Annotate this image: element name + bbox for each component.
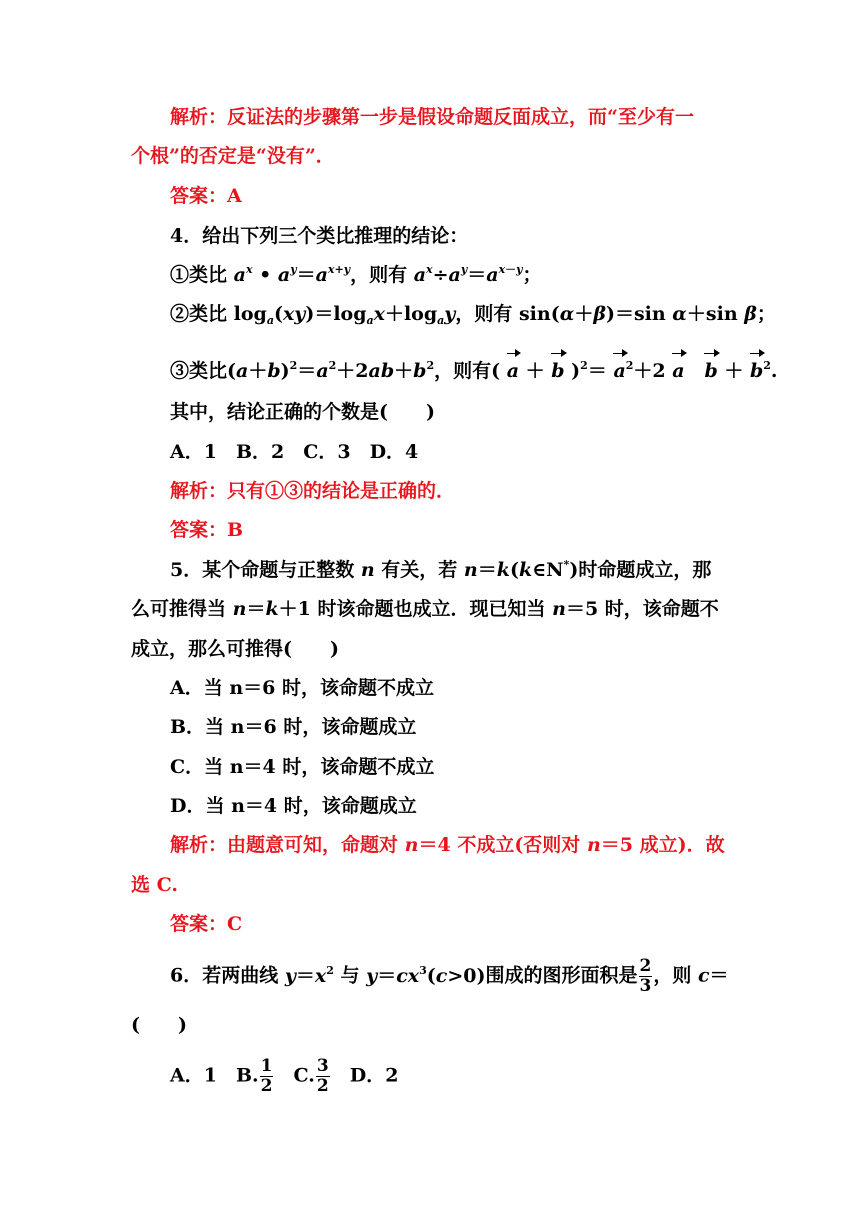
question-5-option-d bbox=[170, 793, 417, 819]
question-6-options: A．1 B. $\frac{1}{2}$ C. $\frac{3}{2}$ D．2 bbox=[170, 1056, 399, 1096]
question-text: 么可推得当 bbox=[131, 598, 233, 620]
question-text: 其中，结论正确的个数是( ) bbox=[170, 401, 435, 423]
question-5-option-a bbox=[170, 675, 434, 701]
question-5-line2 bbox=[131, 596, 719, 622]
solution-q3-line1 bbox=[170, 104, 694, 130]
question-6-line1: 6．若两曲线 $y=x^2$ 与 $y=cx^3(c>0)$围成的图形面积是 $\frac{2}{3}$ ，则 c＝ bbox=[170, 956, 729, 996]
question-5-line3 bbox=[131, 636, 339, 662]
answer-q3 bbox=[170, 183, 242, 209]
question-number: 6． bbox=[170, 964, 203, 987]
option-text: C．当 n＝4 时，该命题不成立 bbox=[170, 756, 435, 778]
question-4-options bbox=[170, 439, 418, 465]
solution-q5-line1 bbox=[170, 832, 725, 858]
formula: n＝5 bbox=[552, 598, 599, 620]
question-text: ，则 bbox=[653, 964, 698, 987]
option-text: D．当 n＝4 时，该命题成立 bbox=[170, 795, 417, 817]
question-4-ask bbox=[170, 399, 435, 425]
formula: $y=x^2$ bbox=[284, 963, 334, 987]
vector-formula: ( a ＋ b )$^2= a^2+2$ a $b + b^2$. bbox=[491, 359, 778, 382]
answer-value: A bbox=[227, 185, 242, 207]
formula: n＝k＋1 bbox=[232, 598, 311, 620]
question-number: 5． bbox=[170, 559, 203, 581]
answer-q4 bbox=[170, 517, 243, 543]
solution-text: 成立)．故 bbox=[633, 834, 725, 856]
question-text: 成立，那么可推得( ) bbox=[131, 638, 339, 660]
question-text: 时该命题也成立．现已知当 bbox=[310, 598, 553, 620]
answer-label: 答案： bbox=[170, 913, 228, 935]
item-text: ，则有 bbox=[434, 360, 492, 382]
solution-text: 反证法的步骤第一步是假设命题反面成立，而“至少有一 bbox=[227, 106, 694, 128]
answer-value: C bbox=[227, 913, 243, 935]
question-4-item-1 bbox=[170, 262, 542, 288]
fraction-three-halves: $\frac{3}{2}$ bbox=[316, 1056, 329, 1096]
question-number: 4． bbox=[170, 225, 203, 247]
formula: $(a+b)^2=a^2+2ab+b^2$ bbox=[227, 359, 435, 382]
solution-text: 只有①③的结论是正确的． bbox=[227, 480, 456, 502]
item-text: ③类比 bbox=[170, 360, 228, 382]
item-text: ，则有 bbox=[455, 303, 519, 325]
question-text: 时命题成立，那 bbox=[578, 559, 712, 581]
formula: n＝5 bbox=[586, 834, 633, 856]
formula: $\log_a(xy)=\log_ax+\log_ay$ bbox=[233, 303, 456, 327]
formula: $y=cx^3(c>0)$ bbox=[366, 963, 486, 987]
item-text: ，则有 bbox=[350, 264, 414, 286]
solution-q3-line2 bbox=[131, 143, 335, 169]
formula: $a^x\div a^y=a^{x-y}$； bbox=[413, 263, 542, 286]
question-5-option-c bbox=[170, 754, 434, 780]
solution-q5-line2 bbox=[131, 872, 178, 898]
item-text: ②类比 bbox=[170, 303, 234, 325]
solution-label: 解析： bbox=[170, 834, 228, 856]
question-text: 与 bbox=[333, 964, 367, 987]
solution-text: 由题意可知，命题对 bbox=[227, 834, 405, 856]
formula: sin(α＋β)＝sin α＋sin β； bbox=[518, 303, 776, 325]
question-text: 有关，若 bbox=[374, 559, 464, 581]
solution-label: 解析： bbox=[170, 106, 228, 128]
answer-value: B bbox=[227, 519, 244, 541]
solution-q4 bbox=[170, 478, 455, 504]
question-5-line1: 5．某个命题与正整数 n 有关，若 n＝k(k∈N*)时命题成立，那 bbox=[170, 558, 712, 581]
fraction-one-half: $\frac{1}{2}$ bbox=[260, 1056, 273, 1096]
question-text: 围成的图形面积是 bbox=[485, 964, 638, 987]
answer-q5 bbox=[170, 911, 242, 937]
solution-text: 个根”的否定是“没有”． bbox=[131, 145, 335, 167]
formula: $a^x$ • $a^y=a^{x+y}$ bbox=[233, 263, 351, 286]
question-6-line2 bbox=[131, 1012, 187, 1038]
question-text: ( ) bbox=[131, 1014, 187, 1036]
answer-label: 答案： bbox=[170, 185, 228, 207]
answer-label: 答案： bbox=[170, 519, 228, 541]
question-text: 时，该命题不 bbox=[598, 598, 719, 620]
fraction-two-thirds: $\frac{2}{3}$ bbox=[639, 956, 652, 996]
solution-text: 选 C. bbox=[131, 874, 179, 896]
item-text: ①类比 bbox=[170, 264, 234, 286]
options-text: A．1 B．2 C．3 D．4 bbox=[170, 441, 419, 463]
solution-text: 不成立(否则对 bbox=[450, 834, 587, 856]
question-4-item-3 bbox=[170, 358, 778, 384]
question-text: 给出下列三个类比推理的结论： bbox=[202, 225, 469, 247]
question-4-stem bbox=[170, 223, 468, 249]
solution-label: 解析： bbox=[170, 480, 228, 502]
question-text: 某个命题与正整数 bbox=[202, 559, 361, 581]
question-4-item-2 bbox=[170, 301, 776, 327]
option-text: B．当 n＝6 时，该命题成立 bbox=[170, 716, 417, 738]
formula: n＝k(k∈N*) bbox=[463, 558, 579, 581]
option-text: A．当 n＝6 时，该命题不成立 bbox=[170, 677, 435, 699]
question-5-option-b bbox=[170, 714, 416, 740]
question-text: 若两曲线 bbox=[202, 964, 285, 987]
formula: n＝4 bbox=[404, 834, 451, 856]
